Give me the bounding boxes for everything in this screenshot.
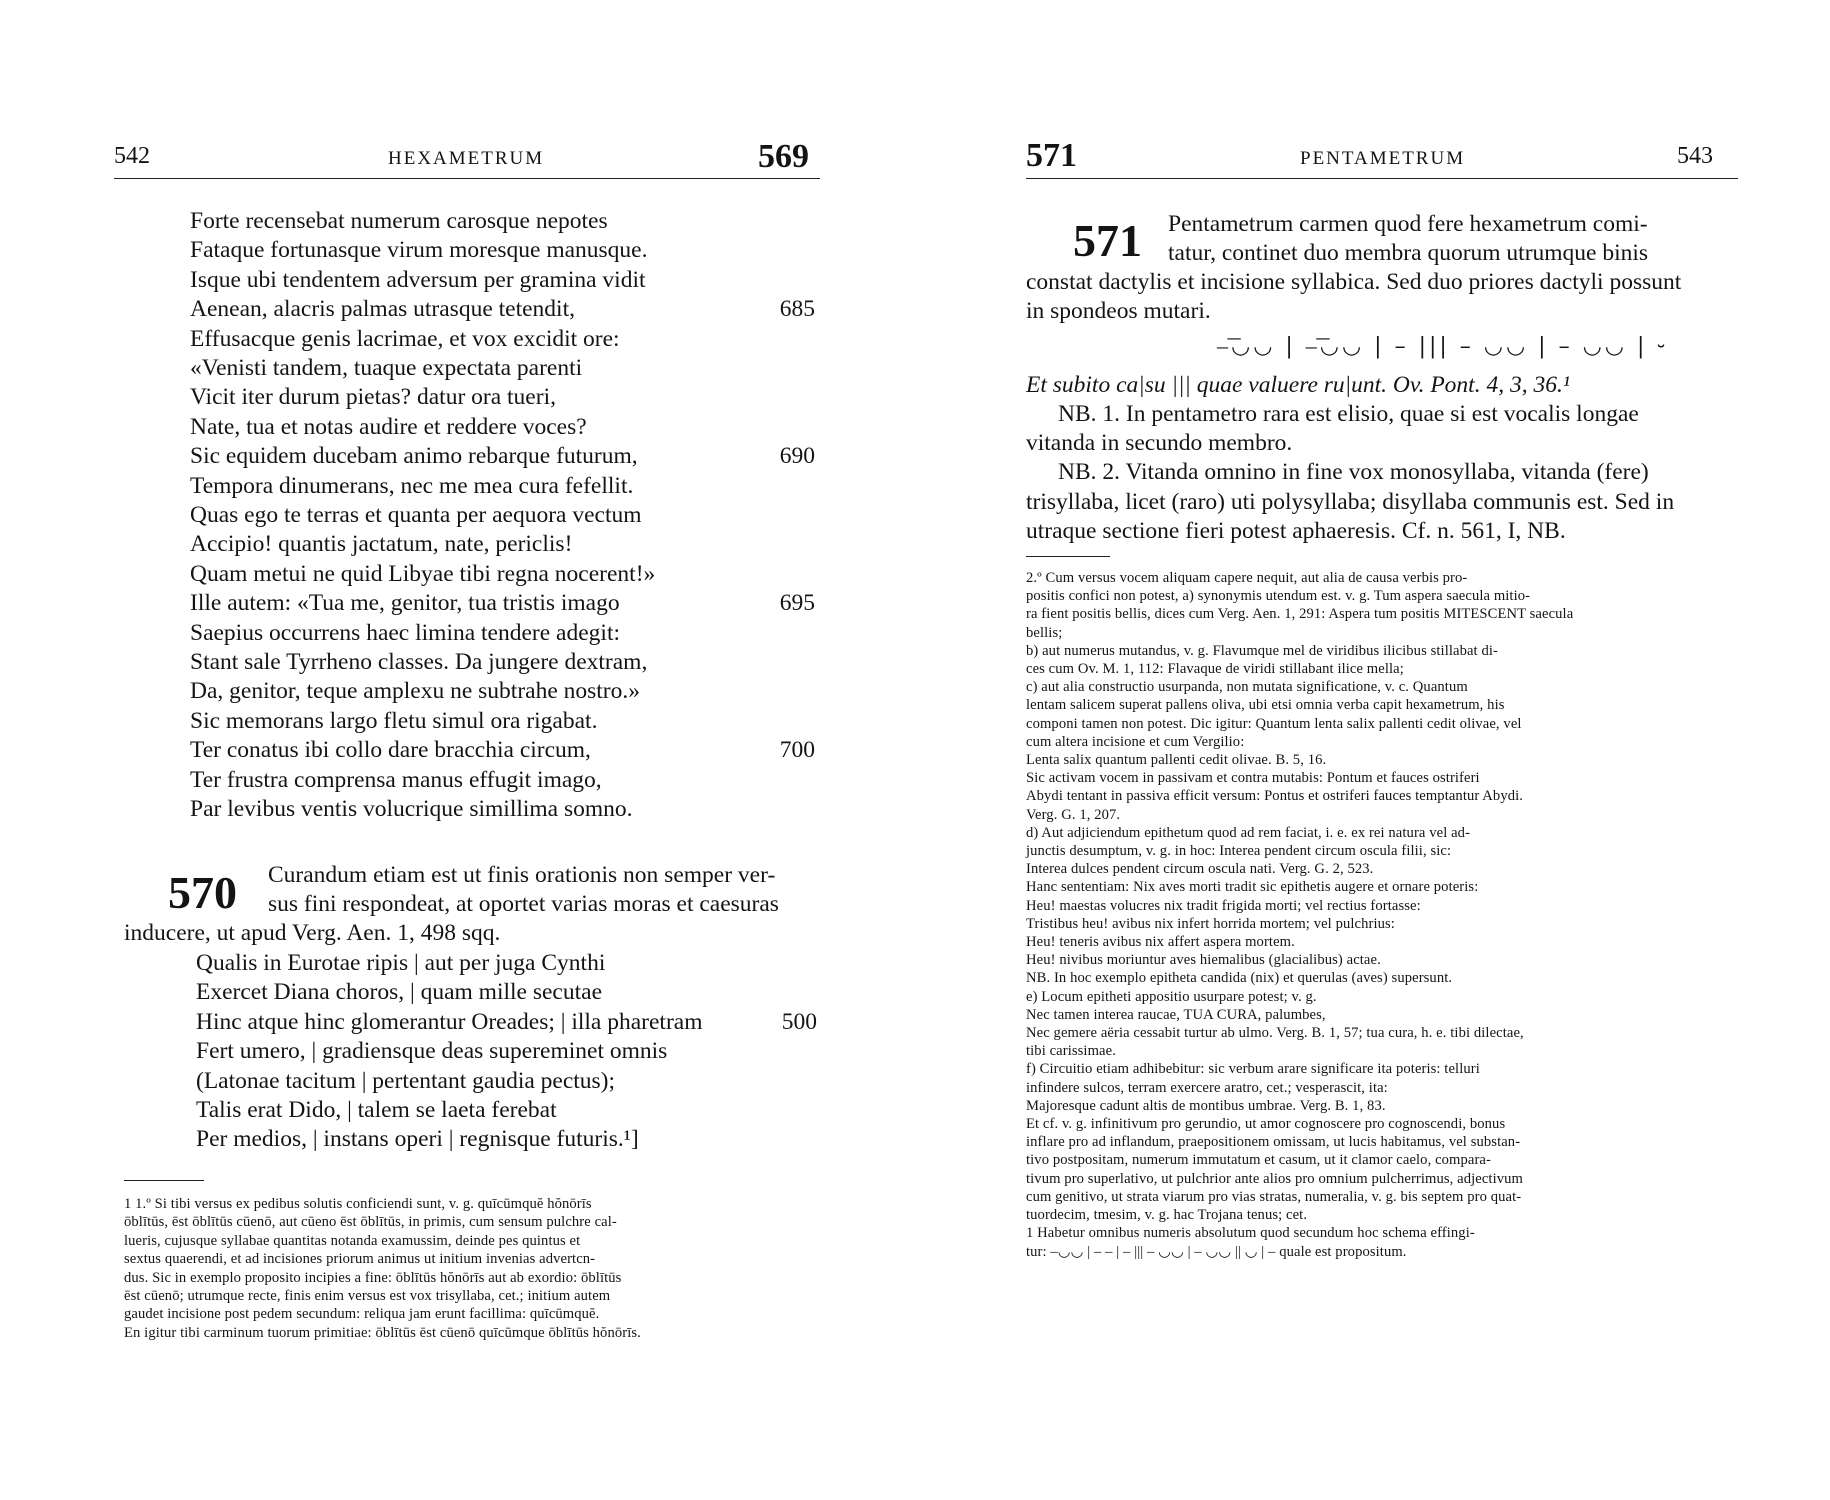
footnote-line: junctis desumptum, v. g. in hoc: Interea pendent circum oscula filii, sic:	[1026, 843, 1452, 859]
footnote-line: cum genitivo, ut strata viarum pro vias stratas, numeralia, v. g. bis septem pro quat-	[1026, 1188, 1522, 1205]
footnote-rule	[124, 1180, 204, 1181]
verse-line: Accipio! quantis jactatum, nate, periclis!	[190, 531, 573, 558]
footnote-line: b) aut numerus mutandus, v. g. Flavumque mel de viridibus ilicibus stillabat di-	[1026, 642, 1498, 659]
verse-line: Quas ego te terras et quanta per aequora vectum	[190, 502, 642, 528]
prose-line: sus fini respondeat, at oportet varias moras et caesuras	[268, 891, 779, 917]
header-rule	[114, 178, 820, 179]
footnote-line: Interea dulces pendent circum oscula nati. Verg. G. 2, 523.	[1026, 861, 1374, 878]
footnote-line: c) aut alia constructio usurpanda, non mutata significatione, v. c. Quantum	[1026, 679, 1468, 696]
running-head: HEXAMETRUM	[388, 148, 545, 169]
footnote-line: Majoresque cadunt altis de montibus umbrae. Verg. B. 1, 83.	[1026, 1097, 1386, 1114]
footnote-line: 2.º Cum versus vocem aliquam capere nequit, aut alia de causa verbis pro-	[1026, 570, 1468, 586]
footnote-line: En igitur tibi carminum tuorum primitiae: ōblītūs ēst cūenō quīcūmque ōblītūs hŏnōrīs.	[124, 1324, 641, 1341]
line-number: 500	[781, 1008, 817, 1035]
footnote-line: d) Aut adjiciendum epithetum quod ad rem faciat, i. e. ex rei natura vel ad-	[1026, 824, 1471, 841]
verse-line: Tempora dinumerans, nec me mea cura fefellit.	[190, 472, 634, 499]
footnote-line: Heu! maestas volucres nix tradit frigida morti; vel rectius fortasse:	[1026, 897, 1421, 914]
verse-line: Forte recensebat numerum carosque nepotes	[190, 208, 608, 234]
footnote-line: f) Circuitio etiam adhibebitur: sic verbum arare significare ita poteris: telluri	[1026, 1061, 1480, 1078]
footnote-line: positis confici non potest, a) synonymis utendum est. v. g. Tum aspera saecula mitio-	[1026, 588, 1531, 605]
footnote-line: dus. Sic in exemplo proposito incipies a fine: ōblītūs hŏnōrīs aut ab exordio: ōblītūs	[124, 1269, 622, 1286]
prose-line: in spondeos mutari.	[1026, 298, 1211, 324]
right-page	[915, 0, 1830, 1500]
nota-bene-line: trisyllaba, licet (raro) uti polysyllaba; disyllaba communis est. Sed in	[1026, 488, 1675, 515]
verse-line: Qualis in Eurotae ripis | aut per juga Cynthi	[196, 950, 606, 976]
footnote-line: componi tamen non potest. Dic igitur: Quantum lenta salix pallenti cedit olivae, vel	[1026, 715, 1522, 732]
prose-line: Curandum etiam est ut finis orationis non semper ver-	[268, 862, 776, 888]
footnote-line: Nec gemere aëria cessabit turtur ab ulmo. Verg. B. 1, 57; tua cura, h. e. tibi dilectae,	[1026, 1025, 1524, 1041]
footnote-line: tivo postpositam, numerum immutatum et casum, ut it clamor caelo, compara-	[1026, 1152, 1491, 1169]
footnote-line: bellis;	[1026, 624, 1063, 641]
footnote-line: ēst cūenō; utrumque recte, finis enim versus est vox trisyllaba, cet.; initium autem	[124, 1288, 611, 1304]
verse-line: Talis erat Dido, | talem se laeta ferebat	[196, 1097, 557, 1123]
verse-line: Nate, tua et notas audire et reddere voces?	[190, 413, 587, 440]
prose-line: Pentametrum carmen quod fere hexametrum comi-	[1168, 211, 1648, 237]
line-number: 700	[779, 737, 815, 764]
footnote-line: sextus quaerendi, et ad incisiones priorum animus ut initium invenias advertcn-	[124, 1251, 596, 1268]
footnote-line: ces cum Ov. M. 1, 112: Flavaque de viridi stillabant ilice mella;	[1026, 661, 1404, 677]
line-number: 690	[779, 443, 815, 470]
verse-line: Par levibus ventis volucrique simillima somno.	[190, 796, 633, 822]
footnote-line: 1 Habetur omnibus numeris absolutum quod secundum hoc schema effingi-	[1026, 1225, 1475, 1242]
nota-bene-line: vitanda in secundo membro.	[1026, 430, 1293, 457]
footnote-line: tivum pro superlativo, ut pulchrior ante alios pro omnium pulcherrimus, adjectivum	[1026, 1170, 1523, 1187]
verse-line: Exercet Diana choros, | quam mille secutae	[196, 979, 602, 1006]
verse-line: Ille autem: «Tua me, genitor, tua tristis imago	[190, 590, 620, 617]
verse-line: Da, genitor, teque amplexu ne subtrahe nostro.»	[190, 678, 640, 705]
verse-line: Vicit iter durum pietas? datur ora tueri,	[190, 384, 556, 411]
footnote-line: infindere sulcos, terram exercere aratro, cet.; vesperascit, ita:	[1026, 1079, 1388, 1096]
line-number: 685	[779, 296, 815, 323]
footnote-line: tur: –◡◡ | – – | – ||| – ◡◡ | – ◡◡ || ◡ | – quale est propositum.	[1026, 1244, 1407, 1261]
prose-line: constat dactylis et incisione syllabica. Sed duo priores dactyli possunt	[1026, 269, 1682, 295]
verse-line: Hinc atque hinc glomerantur Oreades; | illa pharetram	[196, 1008, 703, 1035]
verse-line: «Venisti tandem, tuaque expectata parenti	[190, 355, 583, 381]
nota-bene-line: NB. 1. In pentametro rara est elisio, quae si est vocalis longae	[1058, 401, 1639, 427]
footnote-line: ra fient positis bellis, dices cum Verg. Aen. 1, 291: Aspera tum positis MITESCENT saecula	[1026, 606, 1574, 623]
prose-line: tatur, continet duo membra quorum utrumque binis	[1168, 240, 1649, 266]
footnote-line: ōblītūs, ēst ōblītūs cūenō, aut cūeno ēst ōblītūs, in primis, cum sensum pulchre cal-	[124, 1214, 617, 1231]
footnote-line: 1 1.º Si tibi versus ex pedibus solutis conficiendi sunt, v. g. quīcūmquĕ hŏnōrīs	[124, 1196, 592, 1212]
verse-line: Sic equidem ducebam animo rebarque futurum,	[190, 443, 638, 470]
footnote-line: Heu! teneris avibus nix affert aspera mortem.	[1026, 934, 1295, 950]
footnote-line: lentam salicem superat pallens oliva, ubi etsi omnia verba capit hexametrum, his	[1026, 697, 1505, 714]
footnote-line: Heu! nivibus moriuntur aves hiemalibus (glacialibus) actae.	[1026, 952, 1381, 969]
footnote-line: e) Locum epitheti appositio usurpare potest; v. g.	[1026, 988, 1317, 1005]
verse-line: Saepius occurrens haec limina tendere adegit:	[190, 619, 620, 646]
line-number: 695	[779, 590, 815, 617]
footnote-line: lueris, cujusque syllabae quantitas notanda examussim, deinde pes quintus et	[124, 1232, 581, 1249]
verse-line: (Latonae tacitum | pertentant gaudia pectus);	[196, 1067, 616, 1094]
footnote-line: Et cf. v. g. infinitivum pro gerundio, ut amor cognoscere pro cognoscendi, bonus	[1026, 1116, 1506, 1132]
footnote-line: cum altera incisione et cum Vergilio:	[1026, 733, 1245, 750]
verse-line: Ter frustra comprensa manus effugit imago,	[190, 766, 602, 793]
footnote-line: Sic activam vocem in passivam et contra mutabis: Pontum et fauces ostriferi	[1026, 770, 1480, 787]
verse-line: Sic memorans largo fletu simul ora rigabat.	[190, 707, 598, 734]
verse-line: Stant sale Tyrrheno classes. Da jungere dextram,	[190, 649, 648, 675]
verse-line: Per medios, | instans operi | regnisque futuris.¹]	[196, 1126, 639, 1153]
verse-line: Fert umero, | gradiensque deas supereminet omnis	[196, 1038, 668, 1065]
footnote-rule	[1026, 556, 1110, 557]
header-rule	[1026, 178, 1738, 179]
verse-line: Isque ubi tendentem adversum per gramina vidit	[190, 266, 646, 293]
scansion-scheme: –͞◡◡ | –͞◡◡ | – ||| – ◡◡ | – ◡◡ | ⏑	[1217, 334, 1668, 359]
section-number-571: 571	[1073, 215, 1142, 266]
footnote-line: inflare pro ad inflandum, praepositionem omissam, ut lucis habitamus, vel substan-	[1026, 1134, 1521, 1151]
page-number: 543	[1677, 143, 1713, 169]
verse-line: Fataque fortunasque virum moresque manusque.	[190, 237, 648, 264]
footnote-line: NB. In hoc exemplo epitheta candida (nix) et querulas (aves) supersunt.	[1026, 970, 1453, 987]
nota-bene-line: NB. 2. Vitanda omnino in fine vox monosyllaba, vitanda (fere)	[1058, 459, 1649, 486]
footnote-line: Tristibus heu! avibus nix infert horrida mortem; vel pulchrius:	[1026, 915, 1395, 932]
page-number: 542	[114, 143, 150, 169]
nota-bene-line: utraque sectione fieri potest aphaeresis. Cf. n. 561, I, NB.	[1026, 517, 1566, 544]
verse-line: Effusacque genis lacrimae, et vox excidit ore:	[190, 325, 620, 352]
footnote-line: tuordecim, tmesim, v. g. hac Trojana tenus; cet.	[1026, 1207, 1308, 1223]
section-number-header: 571	[1026, 137, 1077, 174]
verse-line: Aenean, alacris palmas utrasque tetendit,	[190, 296, 575, 323]
footnote-line: tibi carissimae.	[1026, 1043, 1116, 1060]
example-verse: Et subito ca|su ||| quae valuere ru|unt. Ov. Pont. 4, 3, 36.¹	[1026, 372, 1570, 398]
footnote-line: Hanc sententiam: Nix aves morti tradit sic epithetis augere et ornare poteris:	[1026, 879, 1479, 896]
section-number-header: 569	[758, 138, 809, 175]
running-head: PENTAMETRUM	[1300, 148, 1466, 169]
verse-line: Quam metui ne quid Libyae tibi regna nocerent!»	[190, 560, 656, 587]
footnote-line: gaudet incisione post pedem secundum: reliqua jam erunt facillima: quīcūmquĕ.	[124, 1306, 600, 1323]
verse-line: Ter conatus ibi collo dare bracchia circum,	[190, 737, 591, 764]
footnote-line: Abydi tentant in passiva efficit versum: Pontus et ostriferi fauces temptantur Abydi.	[1026, 788, 1524, 805]
prose-line: inducere, ut apud Verg. Aen. 1, 498 sqq.	[124, 920, 501, 946]
footnote-line: Nec tamen interea raucae, TUA CURA, palumbes,	[1026, 1006, 1326, 1023]
footnote-line: Lenta salix quantum pallenti cedit olivae. B. 5, 16.	[1026, 752, 1327, 768]
section-number-570: 570	[168, 867, 237, 918]
footnote-line: Verg. G. 1, 207.	[1026, 806, 1121, 823]
